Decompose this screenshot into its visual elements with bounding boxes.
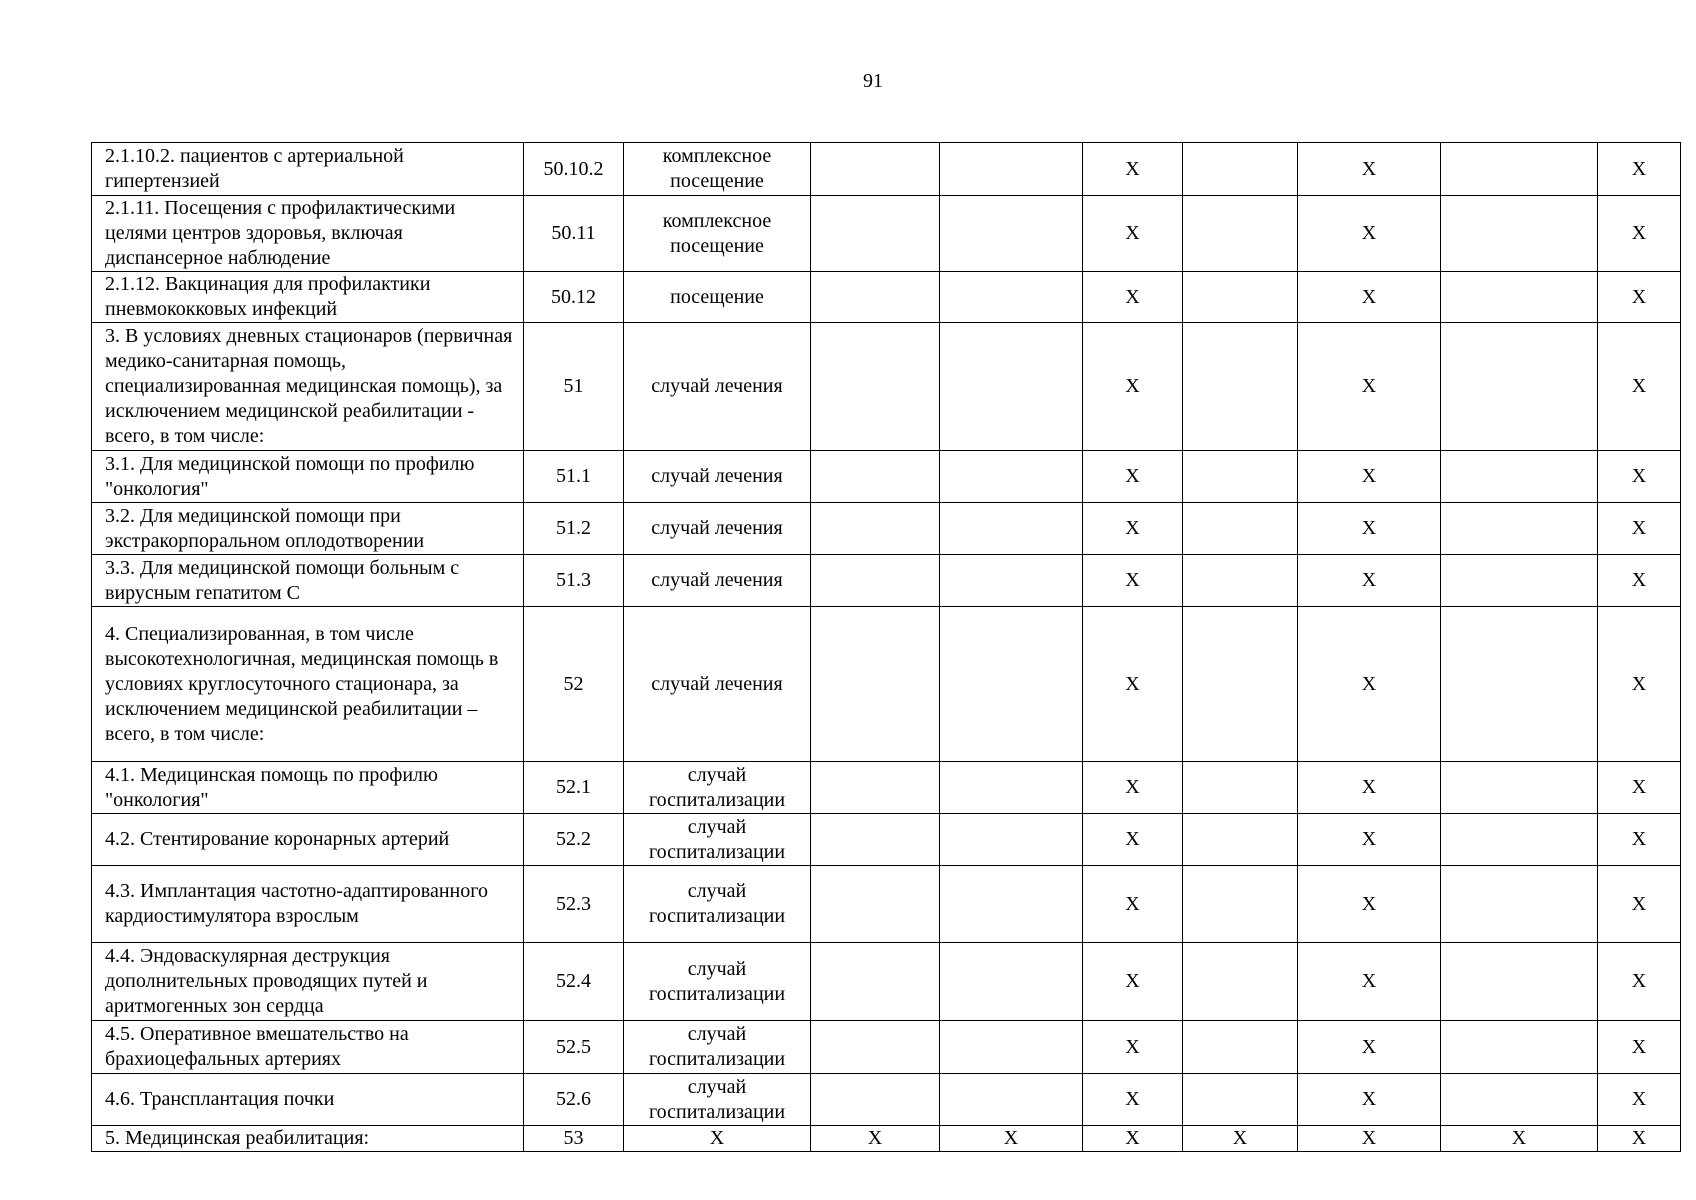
- value-cell: X: [1083, 272, 1183, 323]
- table-row: [92, 607, 1681, 762]
- table-row: [92, 943, 1681, 1021]
- value-cell: X: [940, 1126, 1083, 1152]
- value-cell: X: [1183, 1126, 1298, 1152]
- value-cell: X: [1298, 323, 1441, 451]
- row-unit-cell: случай госпитализации: [624, 866, 811, 943]
- value-cell: [811, 943, 940, 1021]
- row-code-cell: 52.3: [524, 866, 624, 943]
- table-row: [92, 814, 1681, 866]
- row-unit-cell: случай госпитализации: [624, 762, 811, 814]
- value-cell: X: [1083, 1021, 1183, 1074]
- table-body: [92, 143, 1681, 1152]
- value-cell: [940, 503, 1083, 555]
- value-cell: X: [1083, 762, 1183, 814]
- value-cell: [1183, 866, 1298, 943]
- value-cell: [1441, 143, 1598, 196]
- value-cell: X: [1598, 607, 1681, 762]
- value-cell: X: [1083, 323, 1183, 451]
- row-code-cell: 50.11: [524, 196, 624, 272]
- value-cell: [1183, 143, 1298, 196]
- value-cell: [1441, 451, 1598, 503]
- row-unit-cell: случай госпитализации: [624, 943, 811, 1021]
- row-name-cell: 4.5. Оперативное вмешательство на брахиоцефальных артериях: [92, 1021, 524, 1074]
- row-name-cell: 2.1.10.2. пациентов с артериальной гипертензией: [92, 143, 524, 196]
- value-cell: X: [1298, 503, 1441, 555]
- value-cell: [1183, 555, 1298, 607]
- row-name-cell: 2.1.11. Посещения с профилактическими целями центров здоровья, включая диспансерное наблюдение: [92, 196, 524, 272]
- value-cell: [1183, 943, 1298, 1021]
- row-code-cell: 52.6: [524, 1074, 624, 1126]
- row-code-cell: 51.1: [524, 451, 624, 503]
- value-cell: X: [1083, 1074, 1183, 1126]
- page-number: 91: [863, 70, 883, 92]
- row-unit-cell: посещение: [624, 272, 811, 323]
- value-cell: X: [1298, 943, 1441, 1021]
- value-cell: [811, 323, 940, 451]
- row-name-cell: 4.4. Эндоваскулярная деструкция дополнительных проводящих путей и аритмогенных зон сердца: [92, 943, 524, 1021]
- row-unit-cell: случай лечения: [624, 503, 811, 555]
- value-cell: [940, 866, 1083, 943]
- table-row: [92, 866, 1681, 943]
- row-unit-cell: случай лечения: [624, 607, 811, 762]
- value-cell: [811, 1021, 940, 1074]
- value-cell: X: [1083, 503, 1183, 555]
- row-unit-cell: комплексное посещение: [624, 143, 811, 196]
- value-cell: X: [1598, 196, 1681, 272]
- row-code-cell: 52: [524, 607, 624, 762]
- value-cell: [1183, 272, 1298, 323]
- row-code-cell: 50.12: [524, 272, 624, 323]
- table-row: [92, 143, 1681, 196]
- value-cell: X: [1598, 866, 1681, 943]
- value-cell: [1183, 503, 1298, 555]
- row-name-cell: 4.3. Имплантация частотно-адаптированного кардиостимулятора взрослым: [92, 866, 524, 943]
- row-code-cell: 51.2: [524, 503, 624, 555]
- value-cell: [811, 451, 940, 503]
- row-code-cell: 51: [524, 323, 624, 451]
- value-cell: [1183, 323, 1298, 451]
- value-cell: [1441, 762, 1598, 814]
- value-cell: [940, 762, 1083, 814]
- value-cell: X: [1083, 555, 1183, 607]
- value-cell: [811, 272, 940, 323]
- table-row: [92, 451, 1681, 503]
- indicators-table: [91, 142, 1681, 1152]
- row-name-cell: 3.3. Для медицинской помощи больным с вирусным гепатитом С: [92, 555, 524, 607]
- value-cell: X: [1298, 814, 1441, 866]
- value-cell: X: [1598, 143, 1681, 196]
- table-row: [92, 1021, 1681, 1074]
- row-name-cell: 5. Медицинская реабилитация:: [92, 1126, 524, 1152]
- value-cell: [940, 323, 1083, 451]
- value-cell: X: [1083, 1126, 1183, 1152]
- row-unit-cell: X: [624, 1126, 811, 1152]
- value-cell: [811, 607, 940, 762]
- value-cell: X: [1298, 555, 1441, 607]
- value-cell: [1441, 943, 1598, 1021]
- value-cell: X: [1441, 1126, 1598, 1152]
- value-cell: [811, 1074, 940, 1126]
- value-cell: X: [1598, 1126, 1681, 1152]
- value-cell: [940, 272, 1083, 323]
- value-cell: [1441, 814, 1598, 866]
- value-cell: [1183, 607, 1298, 762]
- row-unit-cell: случай лечения: [624, 451, 811, 503]
- value-cell: [811, 762, 940, 814]
- value-cell: [1441, 607, 1598, 762]
- value-cell: X: [1598, 451, 1681, 503]
- value-cell: [1441, 866, 1598, 943]
- row-unit-cell: случай лечения: [624, 555, 811, 607]
- row-name-cell: 4.2. Стентирование коронарных артерий: [92, 814, 524, 866]
- row-code-cell: 53: [524, 1126, 624, 1152]
- value-cell: X: [1083, 814, 1183, 866]
- row-code-cell: 52.5: [524, 1021, 624, 1074]
- row-code-cell: 50.10.2: [524, 143, 624, 196]
- value-cell: X: [1298, 1126, 1441, 1152]
- value-cell: [811, 503, 940, 555]
- value-cell: X: [1298, 866, 1441, 943]
- row-unit-cell: случай лечения: [624, 323, 811, 451]
- value-cell: X: [1598, 323, 1681, 451]
- value-cell: X: [1298, 143, 1441, 196]
- table-row: [92, 272, 1681, 323]
- row-unit-cell: случай госпитализации: [624, 814, 811, 866]
- row-unit-cell: случай госпитализации: [624, 1021, 811, 1074]
- value-cell: [1441, 196, 1598, 272]
- value-cell: [1183, 196, 1298, 272]
- table-row: [92, 323, 1681, 451]
- value-cell: X: [1598, 814, 1681, 866]
- table-row: [92, 555, 1681, 607]
- value-cell: [1441, 272, 1598, 323]
- value-cell: X: [1598, 762, 1681, 814]
- value-cell: X: [1083, 196, 1183, 272]
- value-cell: [811, 814, 940, 866]
- value-cell: [940, 1021, 1083, 1074]
- value-cell: [1441, 1074, 1598, 1126]
- value-cell: X: [1598, 555, 1681, 607]
- value-cell: X: [1298, 196, 1441, 272]
- row-name-cell: 3.1. Для медицинской помощи по профилю "онкология": [92, 451, 524, 503]
- value-cell: [1183, 1021, 1298, 1074]
- value-cell: [940, 143, 1083, 196]
- table-row: [92, 196, 1681, 272]
- row-unit-cell: комплексное посещение: [624, 196, 811, 272]
- value-cell: [940, 814, 1083, 866]
- value-cell: X: [1083, 943, 1183, 1021]
- row-code-cell: 52.4: [524, 943, 624, 1021]
- row-code-cell: 52.1: [524, 762, 624, 814]
- row-unit-cell: случай госпитализации: [624, 1074, 811, 1126]
- value-cell: [1183, 762, 1298, 814]
- value-cell: X: [1298, 1074, 1441, 1126]
- row-name-cell: 2.1.12. Вакцинация для профилактики пневмококковых инфекций: [92, 272, 524, 323]
- value-cell: X: [811, 1126, 940, 1152]
- row-name-cell: 3.2. Для медицинской помощи при экстракорпоральном оплодотворении: [92, 503, 524, 555]
- value-cell: [811, 143, 940, 196]
- value-cell: [1183, 814, 1298, 866]
- value-cell: [1441, 323, 1598, 451]
- table-row: [92, 1126, 1681, 1152]
- value-cell: [1441, 503, 1598, 555]
- row-name-cell: 4.1. Медицинская помощь по профилю "онкология": [92, 762, 524, 814]
- row-name-cell: 4.6. Трансплантация почки: [92, 1074, 524, 1126]
- value-cell: X: [1598, 503, 1681, 555]
- value-cell: X: [1083, 143, 1183, 196]
- value-cell: X: [1298, 762, 1441, 814]
- value-cell: X: [1598, 272, 1681, 323]
- value-cell: [940, 555, 1083, 607]
- value-cell: X: [1083, 607, 1183, 762]
- value-cell: X: [1083, 451, 1183, 503]
- value-cell: [940, 451, 1083, 503]
- value-cell: [940, 607, 1083, 762]
- table-row: [92, 503, 1681, 555]
- value-cell: X: [1598, 943, 1681, 1021]
- value-cell: [1183, 451, 1298, 503]
- value-cell: [940, 943, 1083, 1021]
- value-cell: X: [1083, 866, 1183, 943]
- row-code-cell: 52.2: [524, 814, 624, 866]
- row-name-cell: 4. Специализированная, в том числе высокотехнологичная, медицинская помощь в условиях круглосуточного стационара, за исключением медицинской реабилитации – всего, в том числе:: [92, 607, 524, 762]
- value-cell: X: [1598, 1021, 1681, 1074]
- value-cell: X: [1598, 1074, 1681, 1126]
- value-cell: [811, 196, 940, 272]
- value-cell: [811, 866, 940, 943]
- value-cell: X: [1298, 607, 1441, 762]
- value-cell: [940, 196, 1083, 272]
- table-row: [92, 1074, 1681, 1126]
- value-cell: [811, 555, 940, 607]
- value-cell: X: [1298, 272, 1441, 323]
- value-cell: [1183, 1074, 1298, 1126]
- value-cell: X: [1298, 451, 1441, 503]
- table-row: [92, 762, 1681, 814]
- row-code-cell: 51.3: [524, 555, 624, 607]
- value-cell: [940, 1074, 1083, 1126]
- value-cell: [1441, 1021, 1598, 1074]
- value-cell: [1441, 555, 1598, 607]
- value-cell: X: [1298, 1021, 1441, 1074]
- row-name-cell: 3. В условиях дневных стационаров (первичная медико-санитарная помощь, специализированная медицинская помощь), за исключением медицинской реабилитации - всего, в том числе:: [92, 323, 524, 451]
